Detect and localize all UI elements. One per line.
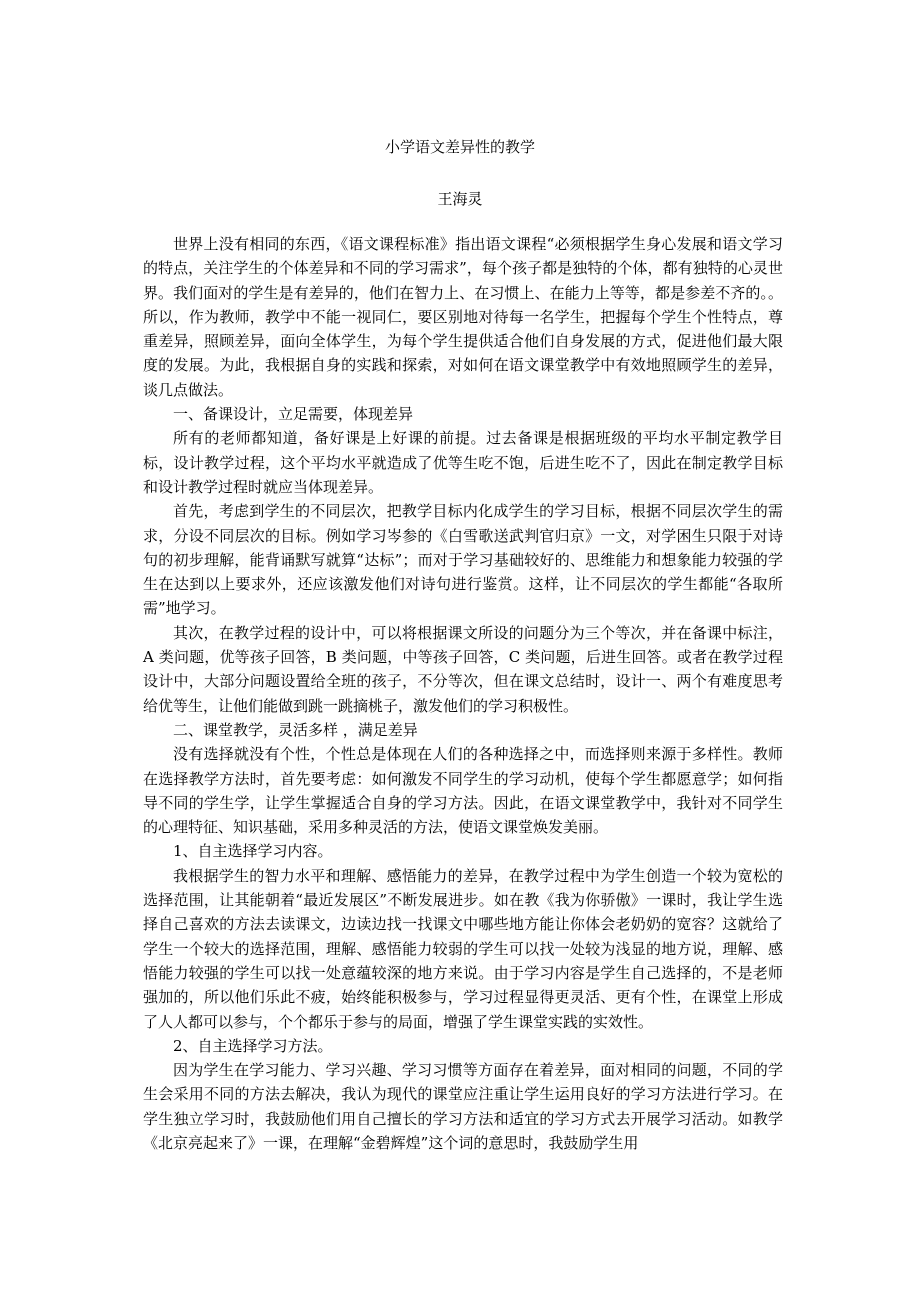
section-heading-2: 二、课堂教学，灵活多样 ，满足差异 xyxy=(173,720,418,739)
subheading-1: 1、自主选择学习内容。 xyxy=(173,842,333,861)
paragraph: 我根据学生的智力水平和理解、感悟能力的差异，在教学过程中为学生创造一个较为宽松的选择范围，让其能朝着“最近发展区”不断发展进步。如在教《我为你骄傲》一课时，我让学生选择自己喜欢的方法去读课文，边读边找一找课文中哪些地方能让你体会老奶奶的宽容？这就给了学生一个较大的选择范围，理解、感悟能力较弱的学生可以找一处较为浅显的地方说，理解、感悟能力较强的学生可以找一处意蕴较深的地方来说。由于学习内容是学生自己选择的，不是老师强加的，所以他们乐此不疲，始终能积极参与，学习过程显得更灵活、更有个性，在课堂上形成了人人都可以参与，个个都乐于参与的局面，增强了学生课堂实践的实效性。 xyxy=(143,866,783,1031)
subheading-2: 2、自主选择学习方法。 xyxy=(173,1036,333,1055)
paragraph-intro: 世界上没有相同的东西，《语文课程标准》指出语文课程“必须根据学生身心发展和语文学习的特点，关注学生的个体差异和不同的学习需求”，每个孩子都是独特的个体，都有独特的心灵世界。我们面对的学生是有差异的，他们在智力上、在习惯上、在能力上等等，都是参差不齐的。。所以，作为教师，教学中不能一视同仁，要区别地对待每一名学生，把握每个学生个性特点，尊重差异，照顾差异，面向全体学生，为每个学生提供适合他们自身发展的方式，促进他们最大限度的发展。为此，我根据自身的实践和探索，对如何在语文课堂教学中有效地照顾学生的差异，谈几点做法。 xyxy=(143,235,783,399)
document-body xyxy=(143,232,783,1155)
paragraph: 因为学生在学习能力、学习兴趣、学习习惯等方面存在着差异，面对相同的问题，不同的学生会采用不同的方法去解决，我认为现代的课堂应注重让学生运用良好的学习方法进行学习。在学生独立学习时，我鼓励他们用自己擅长的学习方法和适宜的学习方式去开展学习活动。如教学《北京亮起来了》一课，在理解“金碧辉煌”这个词的意思时，我鼓励学生用 xyxy=(143,1061,783,1152)
paragraph: 没有选择就没有个性，个性总是体现在人们的各种选择之中，而选择则来源于多样性。教师在选择教学方法时，首先要考虑：如何激发不同学生的学习动机，使每个学生都愿意学；如何指导不同的学生学，让学生掌握适合自身的学习方法。因此，在语文课堂教学中，我针对不同学生的心理特征、知识基础，采用多种灵活的方法，使语文课堂焕发美丽。 xyxy=(143,745,783,837)
document-author: 王海灵 xyxy=(437,190,483,208)
paragraph: 首先，考虑到学生的不同层次，把教学目标内化成学生的学习目标，根据不同层次学生的需求，分设不同层次的目标。例如学习岑参的《白雪歌送武判官归京》一文，对学困生只限于对诗句的初步理解，能背诵默写就算“达标”；而对于学习基础较好的、思维能力和想象能力较强的学生在达到以上要求外，还应该激发他们对诗句进行鉴赏。这样，让不同层次的学生都能“各取所需”地学习。 xyxy=(143,502,783,618)
paragraph: 所有的老师都知道，备好课是上好课的前提。过去备课是根据班级的平均水平制定教学目标，设计教学过程，这个平均水平就造成了优等生吃不饱，后进生吃不了，因此在制定教学目标和设计教学过程时就应当体现差异。 xyxy=(143,429,783,496)
document-title: 小学语文差异性的教学 xyxy=(384,138,535,156)
paragraph: 其次，在教学过程的设计中，可以将根据课文所设的问题分为三个等次，并在备课中标注，A 类问题，优等孩子回答，B 类问题，中等孩子回答，C 类问题，后进生回答。或者在教学过程设计中，大部分问题设置给全班的孩子，不分等次，但在课文总结时，设计一、两个有难度思考给优等生，让他们能做到跳一跳摘桃子，激发他们的学习积极性。 xyxy=(143,623,783,715)
section-heading-1: 一、备课设计，立足需要，体现差异 xyxy=(173,405,414,424)
